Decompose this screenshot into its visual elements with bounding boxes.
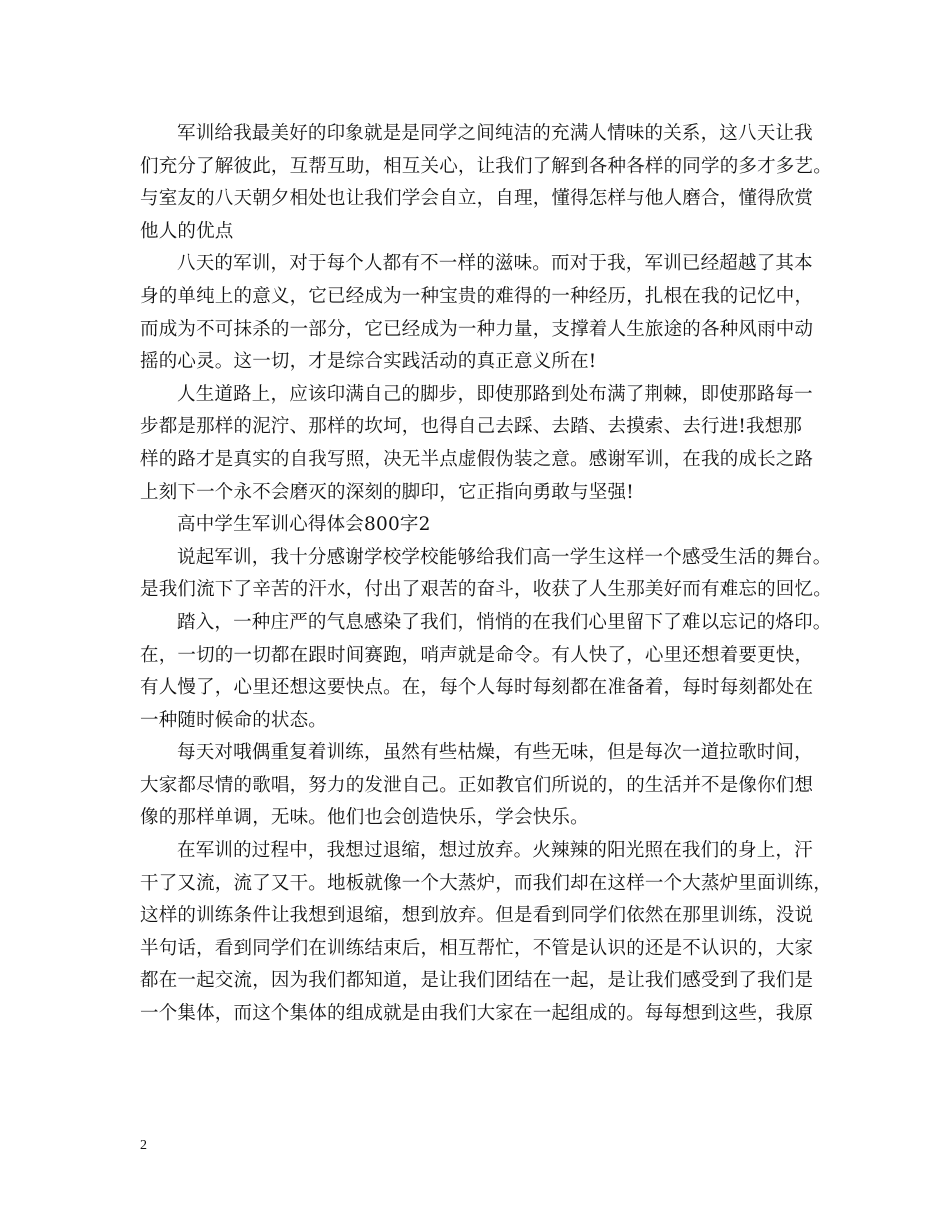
text-line: 这样的训练条件让我想到退缩，想到放弃。但是看到同学们依然在那里训练，没说: [140, 905, 814, 927]
text-line: 他人的优点: [140, 220, 234, 242]
text-line: 军训给我最美好的印象就是是同学之间纯洁的充满人情味的关系，这八天让我: [177, 123, 813, 144]
text-line: 是我们流下了辛苦的汗水，付出了艰苦的奋斗，收获了人生那美好而有难忘的回忆。: [140, 579, 832, 601]
text-line: 干了又流，流了又干。地板就像一个大蒸炉，而我们却在这样一个大蒸炉里面训练，: [140, 872, 832, 894]
text-line: 上刻下一个永不会磨灭的深刻的脚印，它正指向勇敢与坚强!: [140, 481, 634, 503]
text-line: 而成为不可抹杀的一部分，它已经成为一种力量，支撑着人生旅途的各种风雨中动: [140, 318, 814, 340]
page-number: 2: [140, 1138, 147, 1153]
text-line: 在，一切的一切都在跟时间赛跑，哨声就是命令。有人快了，心里还想着要更快，: [140, 644, 814, 666]
text-line: 像的那样单调，无味。他们也会创造快乐，学会快乐。: [140, 807, 589, 829]
text-line: 样的路才是真实的自我写照，决无半点虚假伪装之意。感谢军训，在我的成长之路: [140, 448, 814, 470]
text-line: 在军训的过程中，我想过退缩，想过放弃。火辣辣的阳光照在我们的身上，汗: [177, 840, 813, 862]
document-body: [140, 118, 832, 1031]
text-line: 身的单纯上的意义，它已经成为一种宝贵的难得的一种经历，扎根在我的记忆中，: [140, 285, 814, 307]
text-line: 摇的心灵。这一切，才是综合实践活动的真正意义所在!: [140, 351, 597, 373]
text-line: 步都是那样的泥泞、那样的坎坷，也得自己去踩、去踏、去摸索、去行进!我想那: [140, 416, 803, 438]
text-line: 半句话，看到同学们在训练结束后，相互帮忙，不管是认识的还是不认识的，大家: [140, 937, 814, 959]
text-line: 高中学生军训心得体会800字2: [177, 514, 431, 536]
text-line: 都在一起交流，因为我们都知道，是让我们团结在一起，是让我们感受到了我们是: [140, 970, 814, 992]
text-line: 大家都尽情的歌唱，努力的发泄自己。正如教官们所说的，的生活并不是像你们想: [140, 774, 814, 796]
text-line: 八天的军训，对于每个人都有不一样的滋味。而对于我，军训已经超越了其本: [177, 253, 813, 275]
text-line: 一种随时候命的状态。: [140, 709, 328, 731]
text-line: 有人慢了，心里还想这要快点。在，每个人每时每刻都在准备着，每时每刻都处在: [140, 677, 814, 699]
text-line: 每天对哦偶重复着训练，虽然有些枯燥，有些无味，但是每次一道拉歌时间，: [177, 742, 813, 764]
text-line: 一个集体，而这个集体的组成就是由我们大家在一起组成的。每每想到这些，我原: [140, 1003, 814, 1025]
text-line: 人生道路上，应该印满自己的脚步，即使那路到处布满了荆棘，即使那路每一: [177, 383, 813, 405]
text-line: 踏入，一种庄严的气息感染了我们，悄悄的在我们心里留下了难以忘记的烙印。: [177, 611, 832, 633]
text-line: 说起军训，我十分感谢学校学校能够给我们高一学生这样一个感受生活的舞台。: [177, 546, 832, 568]
text-line: 与室友的八天朝夕相处也让我们学会自立，自理，懂得怎样与他人磨合，懂得欣赏: [140, 188, 814, 210]
text-line: 们充分了解彼此，互帮互助，相互关心，让我们了解到各种各样的同学的多才多艺。: [140, 155, 832, 177]
